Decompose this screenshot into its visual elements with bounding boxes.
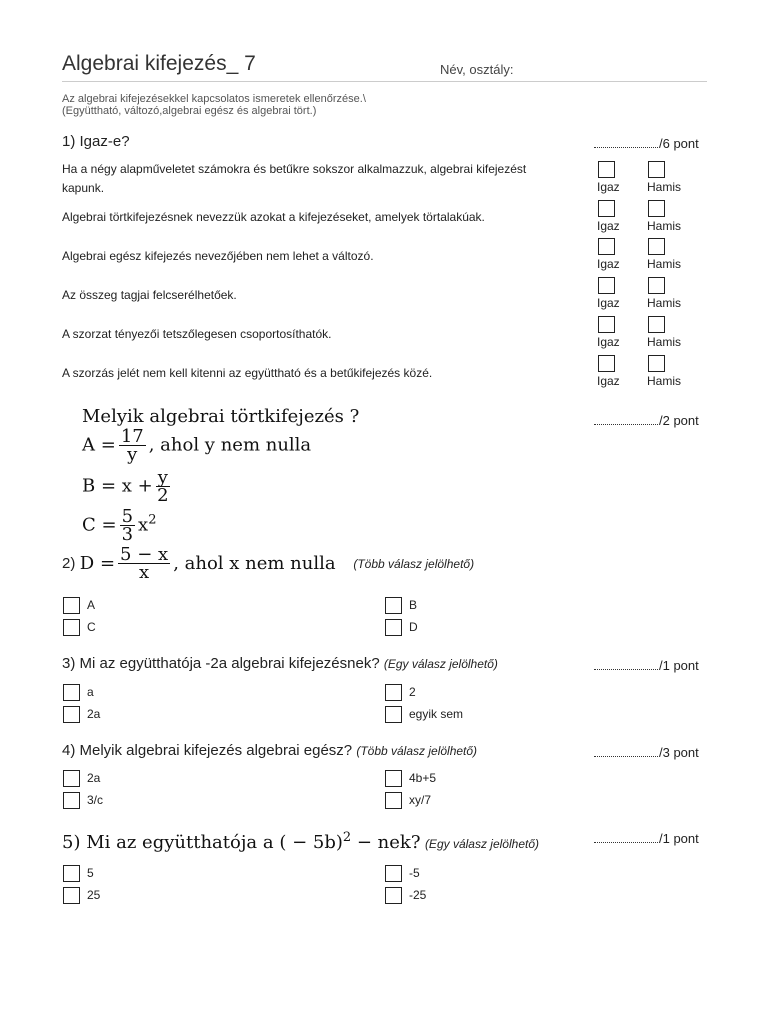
q1-row6-true-checkbox[interactable] <box>598 355 615 372</box>
q4-option-3-label: 3/c <box>87 793 104 807</box>
q5-option-4-label: -25 <box>409 888 427 902</box>
true-label: Igaz <box>597 374 620 388</box>
q3-option-4-checkbox[interactable] <box>385 706 402 723</box>
q3-option-3-checkbox[interactable] <box>63 706 80 723</box>
q2-question: Melyik algebrai törtkifejezés ? <box>82 406 360 427</box>
score-blank[interactable] <box>594 412 658 425</box>
true-label: Igaz <box>597 219 620 233</box>
false-label: Hamis <box>647 296 682 310</box>
q4-option-3-checkbox[interactable] <box>63 792 80 809</box>
q2-option-c-label: C <box>87 620 96 634</box>
q4-option-2-checkbox[interactable] <box>385 770 402 787</box>
q1-score: /6 pont <box>594 135 699 151</box>
q5-option-4-checkbox[interactable] <box>385 887 402 904</box>
q1-statement-3: Algebrai egész kifejezés nevezőjében nem lehet a változó. <box>62 249 374 263</box>
q5-option-3-checkbox[interactable] <box>63 887 80 904</box>
q4-option-1-checkbox[interactable] <box>63 770 80 787</box>
q1-row3-false-checkbox[interactable] <box>648 238 665 255</box>
q2-option-c-checkbox[interactable] <box>63 619 80 636</box>
q3-option-2-checkbox[interactable] <box>385 684 402 701</box>
false-label: Hamis <box>647 180 682 194</box>
q4-question: 4) Melyik algebrai kifejezés algebrai egész? (Több válasz jelölhető) <box>62 742 478 759</box>
q5-question: 5) Mi az együtthatója a ( − 5b)$^2$ − nek? (Egy válasz jelölhető) <box>62 830 539 853</box>
intro-text <box>62 93 562 117</box>
q5-hint: (Egy válasz jelölhető) <box>424 837 539 851</box>
q2-hint: (Több válasz jelölhető) <box>353 556 475 571</box>
q1-row4-false-checkbox[interactable] <box>648 277 665 294</box>
false-label: Hamis <box>647 257 682 271</box>
q1-row1-true-checkbox[interactable] <box>598 161 615 178</box>
q5-option-1-label: 5 <box>87 866 94 880</box>
q2-option-a-label: A <box>87 598 96 612</box>
true-label: Igaz <box>597 296 620 310</box>
q2-expression-d-row: 2) D = $\frac{5 - x}{x}$ , ahol x nem nulla (Több válasz jelölhető) <box>62 544 475 583</box>
q2-option-d-label: D <box>409 620 418 634</box>
q1-row2-true-checkbox[interactable] <box>598 200 615 217</box>
q4-option-2-label: 4b+5 <box>409 771 437 785</box>
score-blank[interactable] <box>594 135 658 148</box>
true-label: Igaz <box>597 180 620 194</box>
q1-row5-false-checkbox[interactable] <box>648 316 665 333</box>
name-class-label: Név, osztály: <box>440 62 514 77</box>
true-label: Igaz <box>597 257 620 271</box>
q2-option-a-checkbox[interactable] <box>63 597 80 614</box>
q1-statement-2: Algebrai törtkifejezésnek nevezzük azokat a kifejezéseket, amelyek törtalakúak. <box>62 210 485 224</box>
q2-expression-c: C = $\frac{5}{3}$ $x^2$ <box>82 506 157 545</box>
q3-option-2-label: 2 <box>409 685 416 699</box>
false-label: Hamis <box>647 219 682 233</box>
q2-number: 2) <box>62 555 76 572</box>
score-blank[interactable] <box>594 744 658 757</box>
q1-row6-false-checkbox[interactable] <box>648 355 665 372</box>
q2-expression-a: A = $\frac{17}{y}$ , ahol y nem nulla <box>82 426 312 465</box>
q3-question: 3) Mi az együtthatója -2a algebrai kifejezésnek? (Egy válasz jelölhető) <box>62 655 498 672</box>
q4-option-1-label: 2a <box>87 771 101 785</box>
score-blank[interactable] <box>594 830 658 843</box>
q1-row5-true-checkbox[interactable] <box>598 316 615 333</box>
q1-label: 1) Igaz-e? <box>62 133 130 150</box>
q4-option-4-checkbox[interactable] <box>385 792 402 809</box>
q3-option-4-label: egyik sem <box>409 707 464 721</box>
q3-option-1-checkbox[interactable] <box>63 684 80 701</box>
q4-option-4-label: xy/7 <box>409 793 432 807</box>
q1-row4-true-checkbox[interactable] <box>598 277 615 294</box>
q2-score: /2 pont <box>594 412 699 428</box>
q1-row3-true-checkbox[interactable] <box>598 238 615 255</box>
header-divider <box>62 81 707 82</box>
q1-statement-5: A szorzat tényezői tetszőlegesen csoportosíthatók. <box>62 327 332 341</box>
q3-score: /1 pont <box>594 657 699 673</box>
page-title: Algebrai kifejezés_ 7 <box>62 52 256 75</box>
q5-option-1-checkbox[interactable] <box>63 865 80 882</box>
q3-option-1-label: a <box>87 685 94 699</box>
q1-statement-1: Ha a négy alapműveletet számokra és betűkre sokszor alkalmazzuk, algebrai kifejezést kapunk. <box>62 162 527 195</box>
q4-score: /3 pont <box>594 744 699 760</box>
q3-option-3-label: 2a <box>87 707 101 721</box>
q2-option-b-checkbox[interactable] <box>385 597 402 614</box>
true-label: Igaz <box>597 335 620 349</box>
q5-option-3-label: 25 <box>87 888 101 902</box>
q1-row1-false-checkbox[interactable] <box>648 161 665 178</box>
q1-statement-6: A szorzás jelét nem kell kitenni az együttható és a betűkifejezés közé. <box>62 366 433 380</box>
false-label: Hamis <box>647 374 682 388</box>
false-label: Hamis <box>647 335 682 349</box>
q2-option-d-checkbox[interactable] <box>385 619 402 636</box>
intro-line-1: Az algebrai kifejezésekkel kapcsolatos ismeretek ellenőrzése.\ <box>62 93 366 105</box>
q1-statement-4: Az összeg tagjai felcserélhetőek. <box>62 288 237 302</box>
q5-option-2-checkbox[interactable] <box>385 865 402 882</box>
intro-line-2: (Együttható, változó,algebrai egész és algebrai tört.) <box>62 105 317 117</box>
q5-option-2-label: -5 <box>409 866 420 880</box>
q2-expression-b: B = x + $\frac{y}{2}$ <box>82 467 169 506</box>
q1-row2-false-checkbox[interactable] <box>648 200 665 217</box>
q2-option-b-label: B <box>409 598 418 612</box>
score-blank[interactable] <box>594 657 658 670</box>
q5-score: /1 pont <box>594 830 699 846</box>
